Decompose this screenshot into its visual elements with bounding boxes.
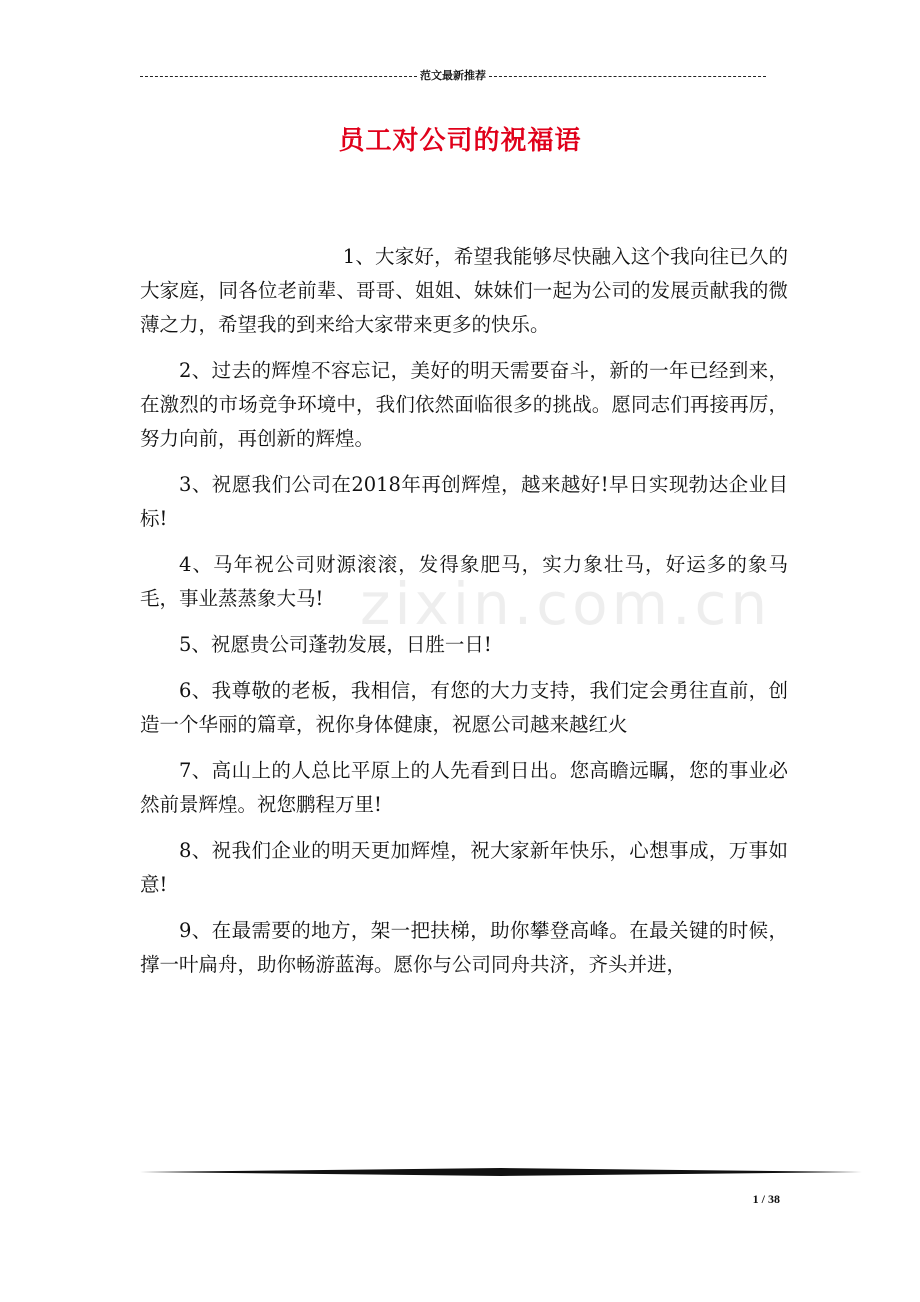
footer-rule: [140, 1166, 862, 1178]
paragraph-1: 1、大家好，希望我能够尽快融入这个我向往已久的大家庭，同各位老前辈、哥哥、姐姐、妹妹们一起为公司的发展贡献我的微薄之力，希望我的到来给大家带来更多的快乐。: [140, 245, 788, 336]
paragraph-8: 8、祝我们企业的明天更加辉煌，祝大家新年快乐，心想事成，万事如意!: [140, 839, 788, 896]
header-dashes-right: [489, 76, 766, 78]
paragraph-5: 5、祝愿贵公司蓬勃发展，日胜一日!: [179, 633, 492, 656]
paragraph-9: 9、在最需要的地方，架一把扶梯，助你攀登高峰。在最关键的时候，撑一叶扁舟，助你畅游蓝海。愿你与公司同舟共济，齐头并进，: [140, 919, 788, 976]
document-title: 员工对公司的祝福语: [338, 126, 582, 156]
paragraph-3: 3、祝愿我们公司在2018年再创辉煌，越来越好!早日实现勃达企业目标!: [140, 473, 788, 530]
header-dashes-left: [140, 76, 417, 78]
paragraph-6: 6、我尊敬的老板，我相信，有您的大力支持，我们定会勇往直前，创造一个华丽的篇章，祝你身体健康，祝愿公司越来越红火: [140, 679, 788, 736]
watermark: zixin.com.cn: [360, 570, 772, 638]
header-label: 范文最新推荐: [420, 69, 486, 82]
page-header: [140, 66, 766, 86]
paragraph-7: 7、高山上的人总比平原上的人先看到日出。您高瞻远瞩，您的事业必然前景辉煌。祝您鹏程万里!: [140, 759, 788, 816]
paragraph-2: 2、过去的辉煌不容忘记，美好的明天需要奋斗，新的一年已经到来，在激烈的市场竞争环境中，我们依然面临很多的挑战。愿同志们再接再厉，努力向前，再创新的辉煌。: [140, 359, 788, 450]
document-body: [140, 240, 788, 994]
page-number: 1 / 38: [752, 1192, 780, 1206]
paragraph-4: 4、马年祝公司财源滚滚，发得象肥马，实力象壮马，好运多的象马毛，事业蒸蒸象大马!: [140, 553, 788, 610]
